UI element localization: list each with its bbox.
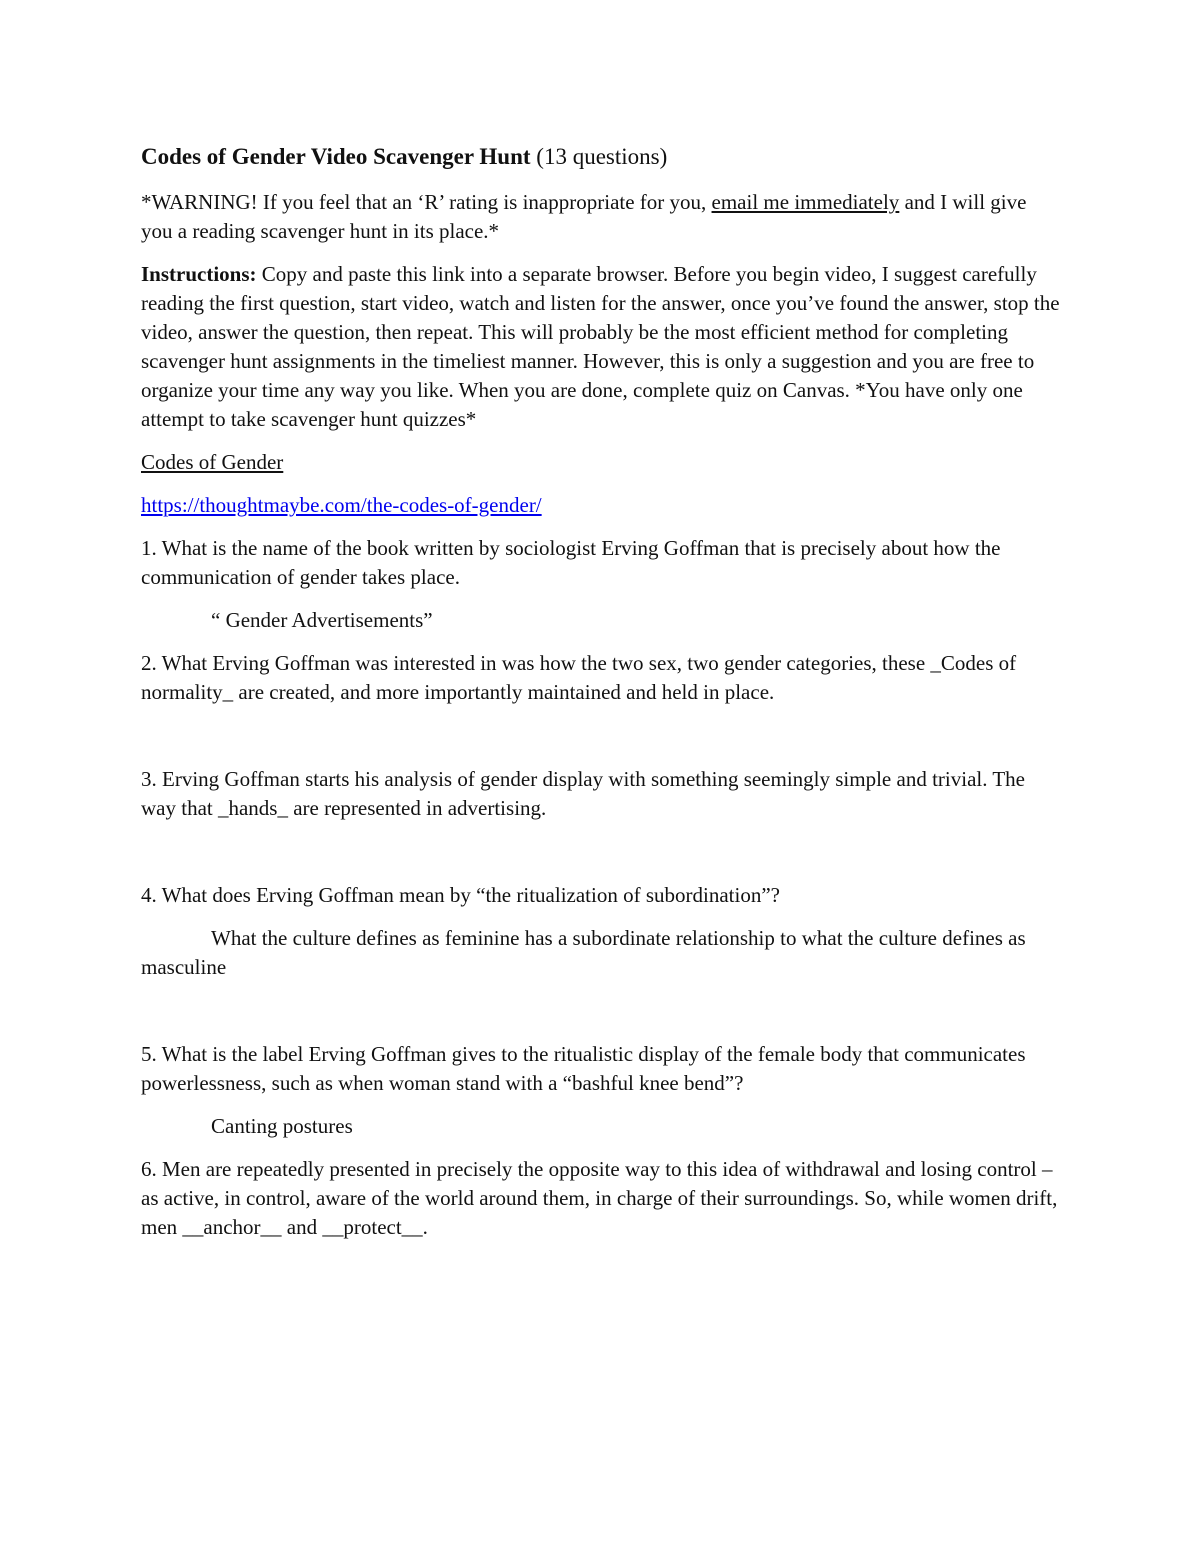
video-link-paragraph (141, 491, 1061, 520)
document-title (141, 140, 1061, 174)
answer-4: What the culture defines as feminine has a subordinate relationship to what the culture defines as masculine (141, 926, 1026, 979)
video-title: Codes of Gender (141, 450, 284, 474)
question-6: 6. Men are repeatedly presented in precisely the opposite way to this idea of withdrawal and losing control – as active, in control, aware of the world around them, in charge of their surroundings. So, while women drift, men __anchor__ and __protect__. (141, 1157, 1058, 1239)
answer-5: Canting postures (211, 1114, 353, 1138)
video-link[interactable]: https://thoughtmaybe.com/the-codes-of-gender/ (141, 493, 542, 517)
title-bold: Codes of Gender Video Scavenger Hunt (141, 144, 531, 169)
answer-1: “ Gender Advertisements” (211, 608, 433, 632)
title-question-count: (13 questions) (530, 144, 668, 169)
instructions-text: Copy and paste this link into a separate browser. Before you begin video, I suggest carefully reading the first question, start video, watch and listen for the answer, once you’ve found the answer, stop the video, answer the question, then repeat. This will probably be the most efficient method for completing scavenger hunt assignments in the timeliest manner. However, this is only a suggestion and you are free to organize your time any way you like. When you are done, complete quiz on Canvas. *You have only one attempt to take scavenger hunt quizzes* (141, 262, 1060, 431)
warning-text-before: *WARNING! If you feel that an ‘R’ rating is inappropriate for you, (141, 190, 712, 214)
question-1: 1. What is the name of the book written by sociologist Erving Goffman that is precisely about how the communication of gender takes place. (141, 536, 1001, 589)
question-3: 3. Erving Goffman starts his analysis of gender display with something seemingly simple and trivial. The way that _hands_ are represented in advertising. (141, 767, 1025, 820)
instructions-label: Instructions: (141, 262, 257, 286)
warning-paragraph (141, 188, 1061, 246)
question-4: 4. What does Erving Goffman mean by “the ritualization of subordination”? (141, 883, 780, 907)
warning-text-after: and I will give you a reading scavenger hunt in its place.* (141, 190, 1027, 243)
question-2: 2. What Erving Goffman was interested in was how the two sex, two gender categories, these _Codes of normality_ are created, and more importantly maintained and held in place. (141, 651, 1017, 704)
document-page (141, 140, 1061, 1256)
warning-email-underlined: email me immediately (711, 190, 900, 214)
instructions-paragraph (141, 260, 1061, 434)
question-5: 5. What is the label Erving Goffman gives to the ritualistic display of the female body that communicates powerlessness, such as when woman stand with a “bashful knee bend”? (141, 1042, 1026, 1095)
